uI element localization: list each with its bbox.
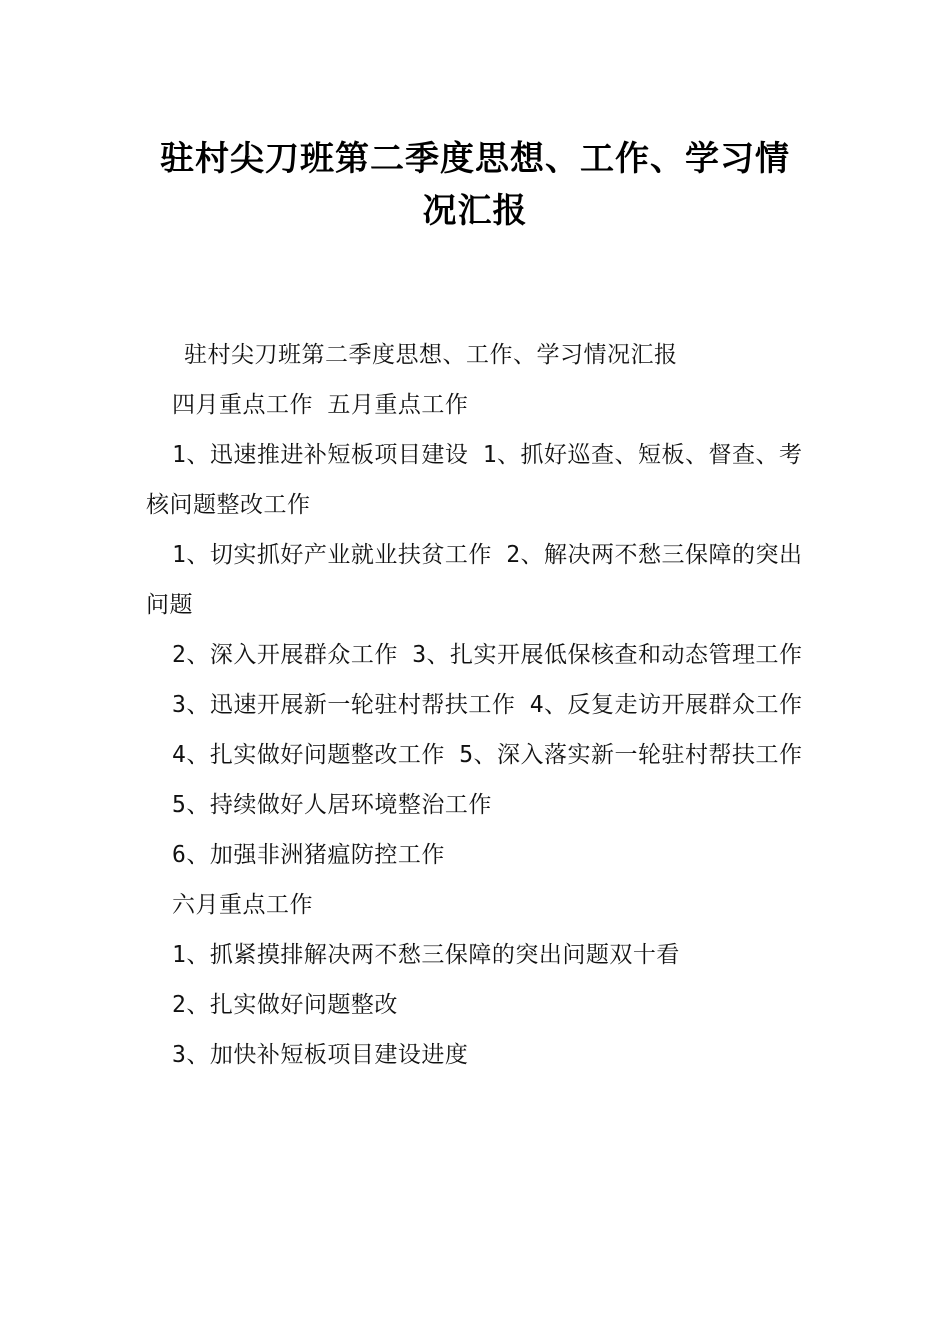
paragraph-june-heading: 六月重点工作 xyxy=(172,892,313,918)
paragraph-item: 4、扎实做好问题整改工作 5、深入落实新一轮驻村帮扶工作 xyxy=(172,742,803,768)
paragraph-item: 1、切实抓好产业就业扶贫工作 2、解决两不愁三保障的突出问题 xyxy=(146,542,803,618)
paragraph-item: 1、抓紧摸排解决两不愁三保障的突出问题双十看 xyxy=(172,942,680,968)
paragraph-item: 2、扎实做好问题整改 xyxy=(172,992,398,1018)
document-title-line-2: 况汇报 xyxy=(422,191,528,231)
paragraph-item: 3、迅速开展新一轮驻村帮扶工作 4、反复走访开展群众工作 xyxy=(172,692,803,718)
paragraph-item: 6、加强非洲猪瘟防控工作 xyxy=(172,842,445,868)
document-title-line-1: 驻村尖刀班第二季度思想、工作、学习情 xyxy=(160,139,790,179)
document-body xyxy=(146,330,816,1080)
paragraph-subtitle: 驻村尖刀班第二季度思想、工作、学习情况汇报 xyxy=(184,342,678,368)
paragraph-item: 1、迅速推进补短板项目建设 1、抓好巡查、短板、督查、考核问题整改工作 xyxy=(146,442,803,518)
paragraph-item: 2、深入开展群众工作 3、扎实开展低保核查和动态管理工作 xyxy=(172,642,803,668)
paragraph-april-may-heading: 四月重点工作 五月重点工作 xyxy=(172,392,469,418)
paragraph-item: 3、加快补短板项目建设进度 xyxy=(172,1042,469,1068)
paragraph-item: 5、持续做好人居环境整治工作 xyxy=(172,792,492,818)
